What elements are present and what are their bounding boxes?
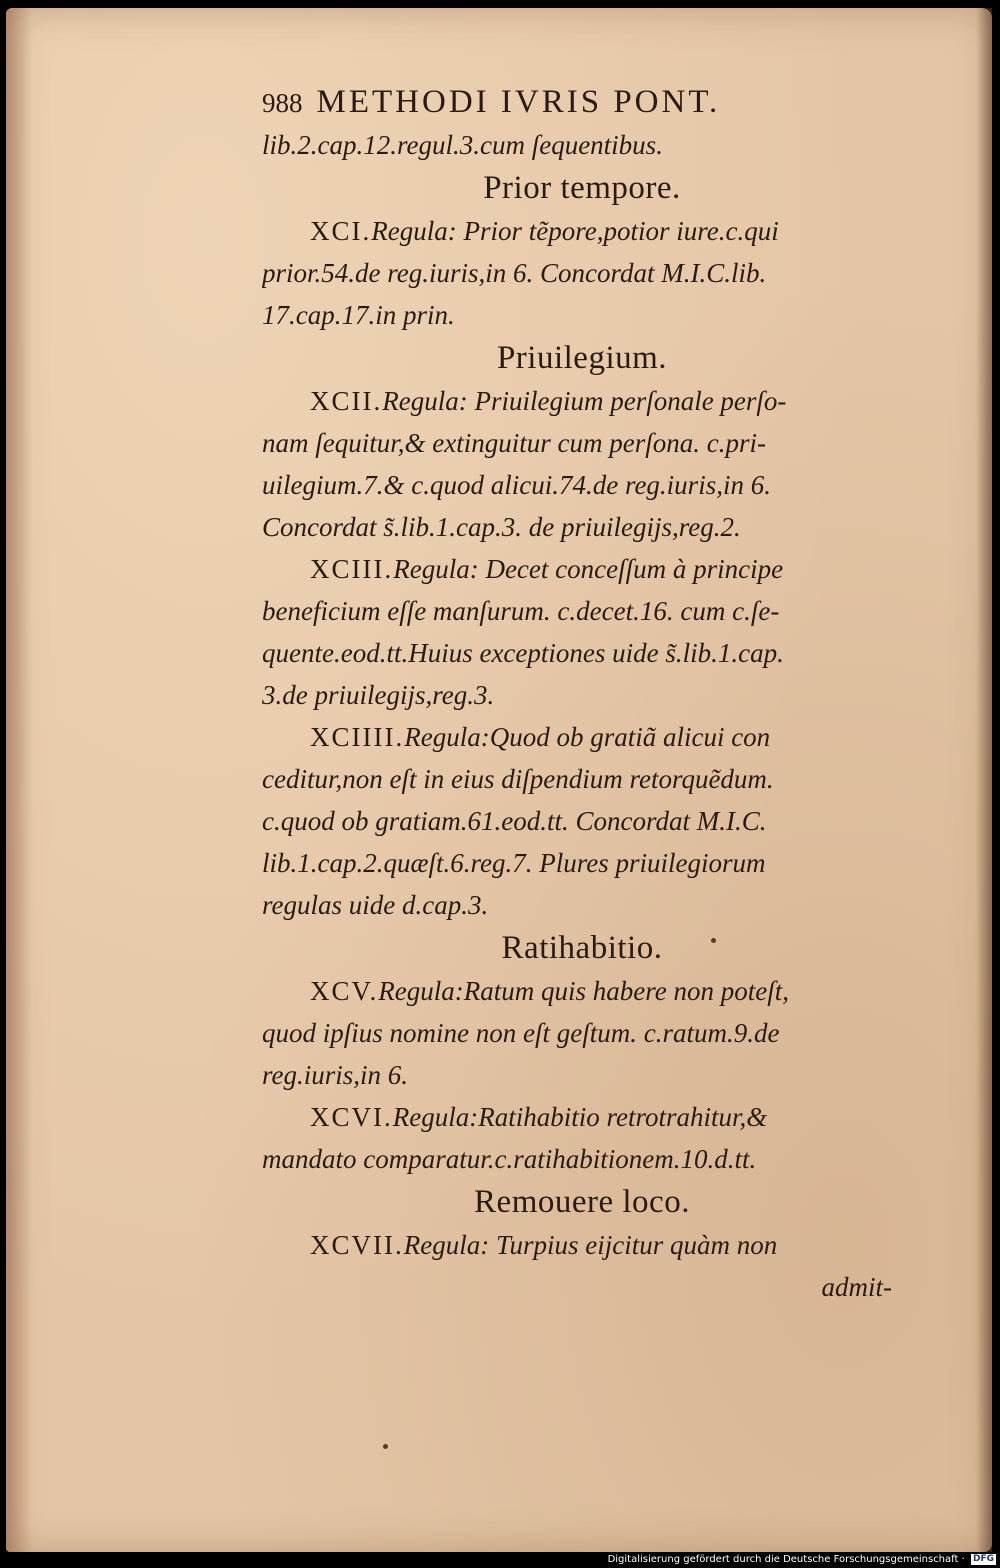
rule-text: Regula: Priuilegium perſonale perſo- — [382, 386, 787, 416]
text-line: nam ſequitur,& extinguitur cum perſona. c.pri- — [262, 428, 766, 458]
text-line: admit- — [821, 1272, 892, 1302]
ink-speck — [383, 1444, 388, 1449]
text-line: 17.cap.17.in prin. — [262, 300, 455, 330]
text-line: prior.54.de reg.iuris,in 6. Concordat M.I.C.lib. — [262, 258, 767, 288]
rule-numeral: XCIII. — [310, 554, 394, 584]
text-line: lib.2.cap.12.regul.3.cum ſequentibus. — [262, 130, 663, 160]
text-line: reg.iuris,in 6. — [262, 1060, 409, 1090]
rule-line — [262, 380, 902, 422]
text-line: mandato comparatur.c.ratihabitionem.10.d.tt. — [262, 1144, 757, 1174]
rule-line — [262, 210, 902, 252]
rule-numeral: XCVI. — [310, 1102, 393, 1132]
text-line: 3.de priuilegijs,reg.3. — [262, 680, 495, 710]
rule-numeral: XCIIII. — [310, 722, 405, 752]
text-line: quente.eod.tt.Huius exceptiones uide s̃.lib.1.cap. — [262, 638, 784, 668]
text-line: beneficium eſſe manſurum. c.decet.16. cum c.ſe- — [262, 596, 780, 626]
section-heading: Prior tempore. — [483, 170, 681, 206]
rule-text: Regula:Ratihabitio retrotrahitur,& — [392, 1102, 768, 1132]
page-left-edge-shadow — [6, 8, 32, 1552]
rule-line — [262, 1224, 902, 1266]
rule-text: Regula:Quod ob gratiã alicui con — [404, 722, 771, 752]
text-line: Concordat s̃.lib.1.cap.3. de priuilegijs,reg.2. — [262, 512, 741, 542]
running-head — [262, 80, 902, 124]
text-line: quod ipſius nomine non eſt geſtum. c.ratum.9.de — [262, 1018, 780, 1048]
rule-numeral: XCI. — [310, 216, 372, 246]
rule-numeral: XCII. — [310, 386, 383, 416]
section-heading: Priuilegium. — [496, 340, 668, 376]
rule-numeral: XCV. — [310, 976, 379, 1006]
text-line: lib.1.cap.2.quæſt.6.reg.7. Plures priuilegiorum — [262, 848, 766, 878]
section-heading: Ratihabitio. — [501, 930, 663, 966]
text-line: regulas uide d.cap.3. — [262, 890, 489, 920]
footer-text: Digitalisierung gefördert durch die Deutsche Forschungsgemeinschaft — [607, 1554, 959, 1565]
text-line: ceditur,non eſt in eius diſpendium retorquẽdum. — [262, 764, 774, 794]
rule-line — [262, 970, 902, 1012]
dfg-logo: DFG — [972, 1553, 994, 1564]
digitization-footer: Digitalisierung gefördert durch die Deutsche Forschungsgemeinschaft · DFG — [607, 1553, 994, 1565]
rule-text: Regula: Turpius eijcitur quàm non — [403, 1230, 778, 1260]
text-lines — [262, 124, 902, 1308]
text-line: uilegium.7.& c.quod alicui.74.de reg.iuris,in 6. — [262, 470, 771, 500]
rule-numeral: XCVII. — [310, 1230, 404, 1260]
text-line: c.quod ob gratiam.61.eod.tt. Concordat M.I.C. — [262, 806, 767, 836]
running-head-title: METHODI IVRIS PONT. — [316, 84, 721, 120]
rule-text: Regula: Decet conceſſum à principe — [393, 554, 784, 584]
rule-line — [262, 1096, 902, 1138]
rule-line — [262, 716, 902, 758]
section-heading: Remouere loco. — [474, 1184, 690, 1220]
page-right-edge-shadow — [976, 8, 992, 1552]
page-number: 988 — [262, 88, 303, 118]
rule-line — [262, 548, 902, 590]
text-block — [262, 80, 902, 1308]
rule-text: Regula:Ratum quis habere non poteſt, — [378, 976, 789, 1006]
rule-text: Regula: Prior tẽpore,potior iure.c.qui — [371, 216, 779, 246]
